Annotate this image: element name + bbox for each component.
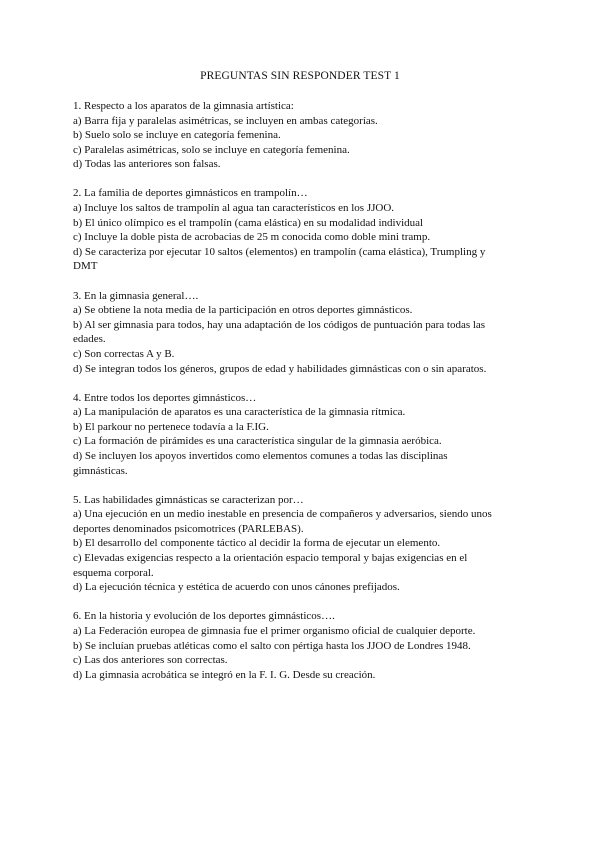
question-1: [73, 99, 493, 172]
answer-option-a: a) Barra fija y paralelas asimétricas, se incluyen en ambas categorías.: [73, 114, 378, 127]
answer-option-c: c) Son correctas A y B.: [73, 347, 175, 360]
answer-option-c: c) Las dos anteriores son correctas.: [73, 654, 228, 667]
answer-option-a: a) Una ejecución en un medio inestable en presencia de compañeros y adversarios, siendo unos deportes denominados psicomotrices (PARLEBAS).: [73, 508, 492, 535]
question-3: [73, 289, 493, 377]
answer-option-b: b) El parkour no pertenece todavía a la F.IG.: [73, 420, 269, 433]
question-stem: 2. La familia de deportes gimnásticos en trampolín…: [73, 187, 308, 200]
question-stem: 1. Respecto a los aparatos de la gimnasia artística:: [73, 100, 294, 112]
question-2: [73, 186, 493, 274]
answer-option-b: b) Se incluían pruebas atléticas como el salto con pértiga hasta los JJOO de Londres 1948.: [73, 639, 471, 652]
answer-option-b: b) El único olímpico es el trampolín (cama elástica) en su modalidad individual: [73, 216, 424, 229]
question-stem: 6. En la historia y evolución de los deportes gimnásticos….: [73, 610, 335, 623]
question-stem: 5. Las habilidades gimnásticas se caracterizan por…: [73, 493, 304, 506]
questions-list: [73, 99, 493, 697]
answer-option-d: d) Todas las anteriores son falsas.: [73, 158, 221, 171]
answer-option-c: c) Incluye la doble pista de acrobacias de 25 m conocida como doble mini tramp.: [73, 231, 431, 244]
answer-option-b: b) El desarrollo del componente táctico al decidir la forma de ejecutar un elemento.: [73, 537, 441, 550]
answer-option-b: b) Suelo solo se incluye en categoría femenina.: [73, 129, 281, 142]
page-title: PREGUNTAS SIN RESPONDER TEST 1: [200, 70, 400, 82]
question-5: [73, 493, 493, 595]
answer-option-c: c) Paralelas asimétricas, solo se incluye en categoría femenina.: [73, 143, 350, 156]
question-6: [73, 609, 493, 682]
answer-option-d: d) La ejecución técnica y estética de acuerdo con unos cánones prefijados.: [73, 581, 400, 594]
answer-option-a: a) Incluye los saltos de trampolín al agua tan característicos en los JJOO.: [73, 202, 395, 215]
answer-option-d: d) La gimnasia acrobática se integró en la F. I. G. Desde su creación.: [73, 668, 376, 681]
answer-option-d: d) Se integran todos los géneros, grupos de edad y habilidades gimnásticas con o sin aparatos.: [73, 362, 487, 375]
answer-option-a: a) La manipulación de aparatos es una característica de la gimnasia rítmica.: [73, 406, 406, 419]
question-stem: 4. Entre todos los deportes gimnásticos…: [73, 391, 257, 404]
answer-option-c: c) Elevadas exigencias respecto a la orientación espacio temporal y bajas exigencias en el esquema corporal.: [73, 552, 468, 579]
answer-option-d: d) Se caracteriza por ejecutar 10 saltos (elementos) en trampolín (cama elástica), Trumpling y DMT: [73, 245, 486, 273]
question-stem: 3. En la gimnasia general….: [73, 289, 199, 302]
question-4: [73, 391, 493, 479]
answer-option-d: d) Se incluyen los apoyos invertidos como elementos comunes a todas las disciplinas gimnásticas.: [73, 449, 448, 477]
answer-option-a: a) Se obtiene la nota media de la participación en otros deportes gimnásticos.: [73, 304, 413, 317]
answer-option-c: c) La formación de pirámides es una característica singular de la gimnasia aeróbica.: [73, 435, 442, 448]
answer-option-b: b) Al ser gimnasia para todos, hay una adaptación de los códigos de puntuación para todas las edades.: [73, 318, 486, 346]
answer-option-a: a) La Federación europea de gimnasia fue el primer organismo oficial de cualquier deporte.: [73, 624, 476, 637]
